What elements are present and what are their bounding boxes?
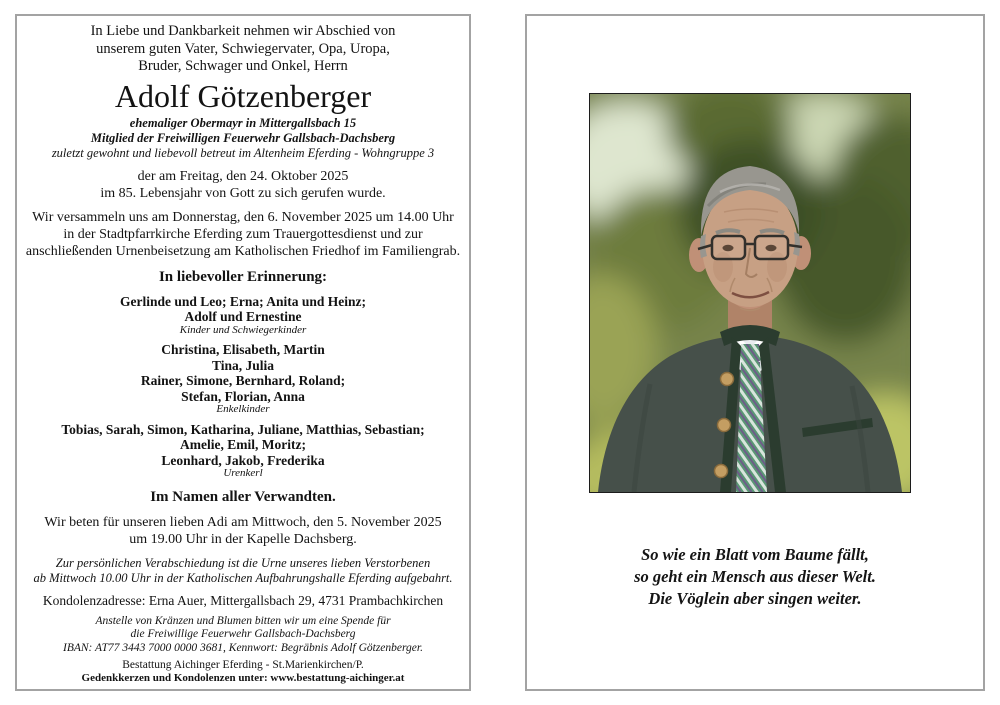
remembrance-heading: In liebevoller Erinnerung: — [158, 268, 328, 285]
great-grandchildren-line: Tobias, Sarah, Simon, Katharina, Juliane, Matthias, Sebastian; — [61, 421, 425, 437]
undertaker-block — [17, 659, 469, 685]
deceased-name: Adolf Götzenberger — [114, 77, 372, 114]
announcement-panel — [15, 14, 471, 691]
children-caption: Kinder und Schwiegerkinder — [179, 323, 307, 336]
undertaker-website: Gedenkkerzen und Kondolenzen unter: www.bestattung-aichinger.at — [81, 672, 405, 684]
prayer-paragraph — [17, 514, 469, 548]
memorial-poem — [527, 544, 983, 610]
prayer-line: Wir beten für unseren lieben Adi am Mittwoch, den 5. November 2025 — [44, 514, 442, 530]
grandchildren-line: Tina, Julia — [211, 357, 275, 373]
donation-line: die Freiwillige Feuerwehr Gallsbach-Dachsberg — [130, 628, 356, 640]
condolence-address: Kondolenzadresse: Erna Auer, Mittergallsbach 29, 4731 Prambachkirchen — [42, 592, 444, 608]
death-line: der am Freitag, den 24. Oktober 2025 — [137, 168, 349, 184]
donation-line: Anstelle von Kränzen und Blumen bitten wir um eine Spende für — [95, 614, 391, 627]
portrait-photo — [589, 93, 911, 493]
intro-paragraph — [17, 23, 469, 76]
poem-line: Die Vöglein aber singen weiter. — [648, 589, 862, 608]
residence-line: zuletzt gewohnt und liebevoll betreut im Altenheim Eferding - Wohngruppe 3 — [51, 145, 435, 160]
service-line: Wir versammeln uns am Donnerstag, den 6. November 2025 um 14.00 Uhr — [32, 209, 454, 225]
undertaker-name: Bestattung Aichinger Eferding - St.Marienkirchen/P. — [122, 659, 364, 671]
service-paragraph — [17, 209, 469, 260]
donation-line: IBAN: AT77 3443 7000 0000 3681, Kennwort: Begräbnis Adolf Götzenberger. — [62, 641, 423, 654]
membership-line: Mitglied der Freiwilligen Feuerwehr Gallsbach-Dachsberg — [90, 130, 396, 145]
intro-line: In Liebe und Dankbarkeit nehmen wir Abschied von — [90, 23, 396, 39]
children-line: Adolf und Ernestine — [184, 309, 302, 324]
grandchildren-line: Stefan, Florian, Anna — [181, 388, 305, 404]
grandchildren-line: Christina, Elisabeth, Martin — [161, 342, 325, 357]
children-names — [17, 294, 469, 325]
death-paragraph — [17, 168, 469, 202]
grandchildren-caption: Enkelkinder — [216, 403, 270, 415]
former-title-line: ehemaliger Obermayr in Mittergallsbach 15 — [129, 115, 357, 130]
service-line: in der Stadtpfarrkirche Eferding zum Trauergottesdienst und zur — [63, 226, 423, 242]
portrait-illustration — [590, 94, 910, 492]
poem-line: so geht ein Mensch aus dieser Welt. — [634, 567, 876, 586]
photo-panel — [525, 14, 985, 691]
urn-note-line: ab Mittwoch 10.00 Uhr in der Katholischen Aufbahrungshalle Eferding aufgebahrt. — [33, 570, 453, 585]
service-line: anschließenden Urnenbeisetzung am Katholischen Friedhof im Familiengrab. — [25, 243, 461, 259]
great-grandchildren-caption: Urenkerl — [223, 467, 263, 479]
great-grandchildren-names — [17, 422, 469, 469]
urn-note — [17, 556, 469, 586]
grandchildren-line: Rainer, Simone, Bernhard, Roland; — [140, 373, 346, 388]
death-line: im 85. Lebensjahr von Gott zu sich gerufen wurde. — [100, 185, 386, 201]
intro-line: unserem guten Vater, Schwiegervater, Opa, Uropa, — [96, 40, 390, 57]
great-grandchildren-line: Amelie, Emil, Moritz; — [180, 437, 306, 452]
prayer-line: um 19.00 Uhr in der Kapelle Dachsberg. — [129, 531, 357, 547]
relatives-line: Im Namen aller Verwandten. — [150, 488, 336, 505]
poem-line: So wie ein Blatt vom Baume fällt, — [641, 545, 869, 564]
donation-note — [17, 615, 469, 656]
children-line: Gerlinde und Leo; Erna; Anita und Heinz; — [119, 293, 367, 309]
grandchildren-names — [17, 342, 469, 404]
intro-line: Bruder, Schwager und Onkel, Herrn — [138, 58, 348, 74]
urn-note-line: Zur persönlichen Verabschiedung ist die Urne unseres lieben Verstorbenen — [55, 555, 431, 570]
great-grandchildren-line: Leonhard, Jakob, Frederika — [161, 452, 325, 468]
